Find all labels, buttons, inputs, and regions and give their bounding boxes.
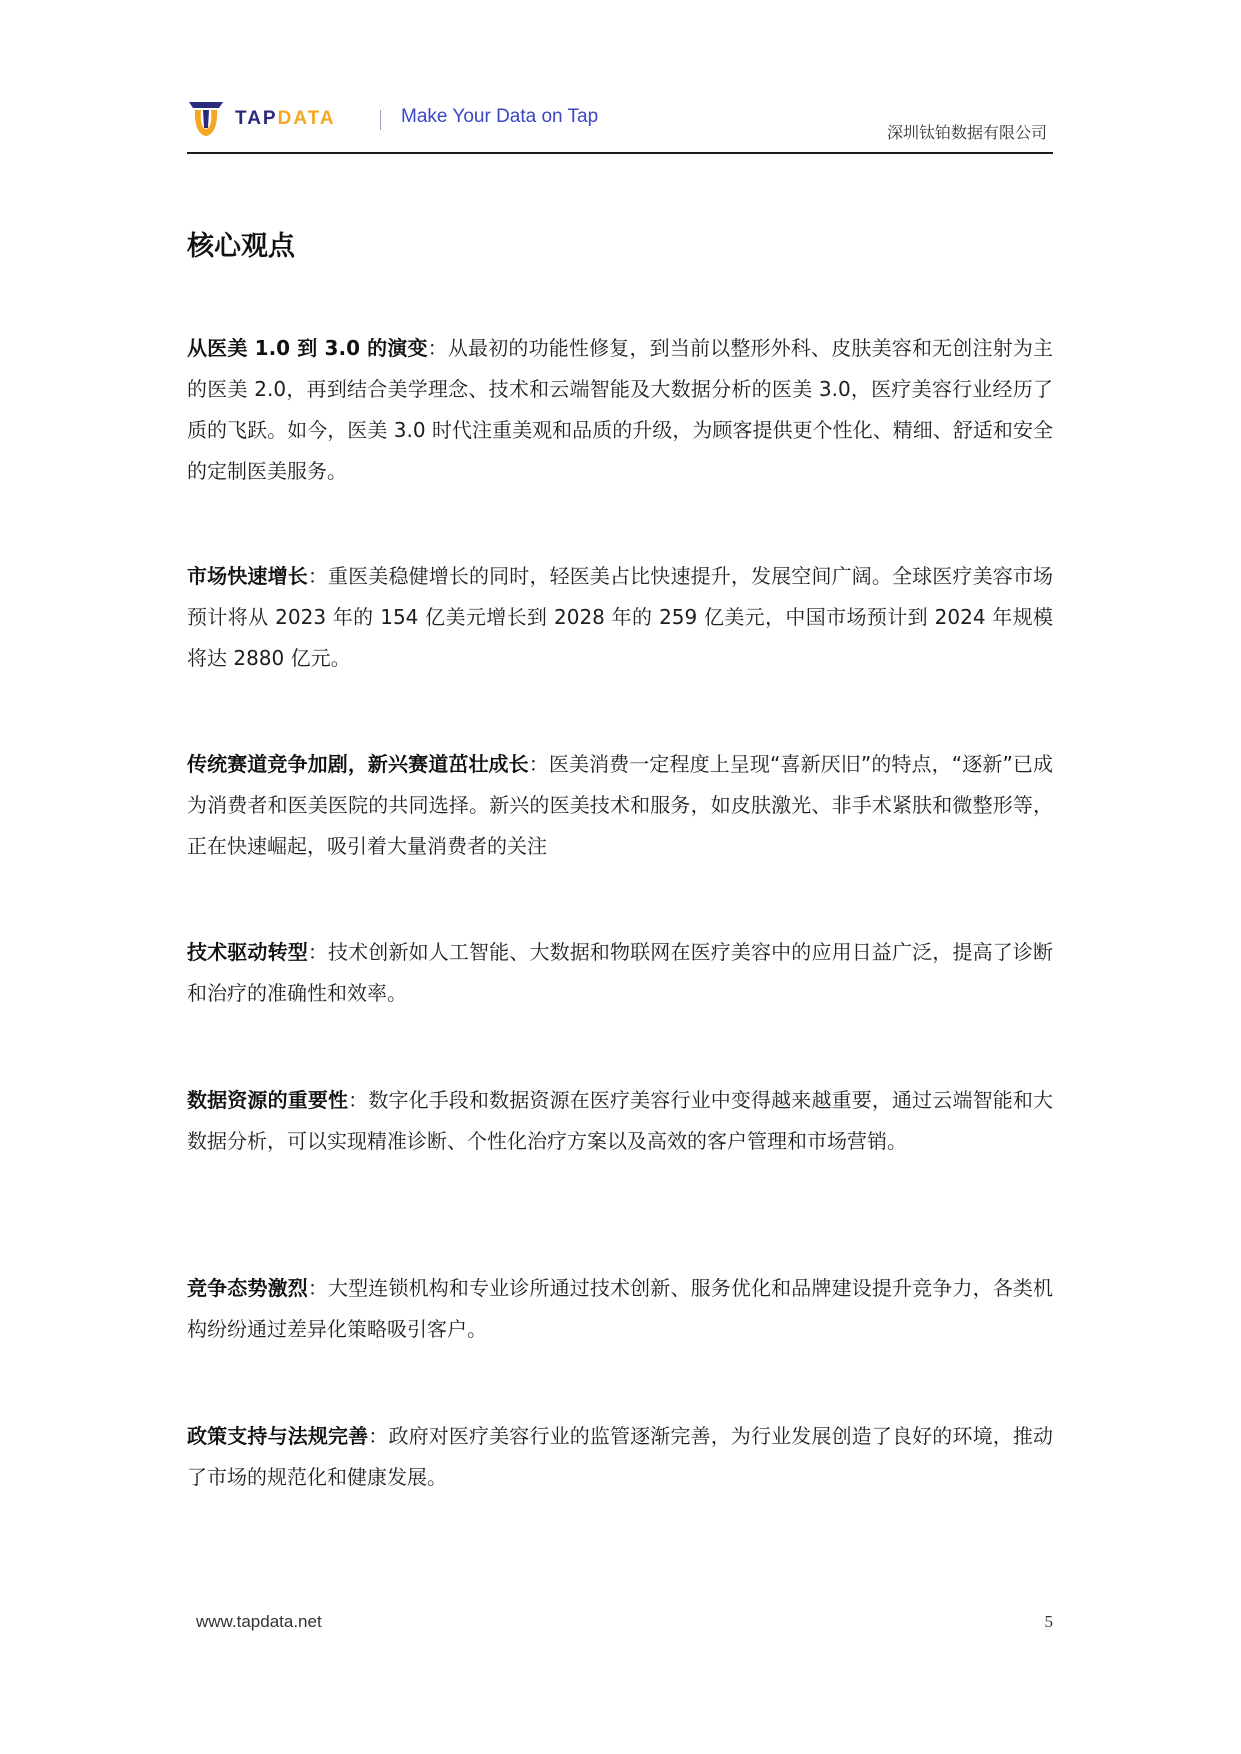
- key-point: [187, 1268, 1053, 1350]
- tapdata-logo: [187, 96, 336, 142]
- key-point-heading: 技术驱动转型: [187, 940, 308, 964]
- key-point: [187, 556, 1053, 679]
- key-point: [187, 744, 1053, 867]
- footer-website-link[interactable]: www.tapdata.net: [196, 1612, 322, 1631]
- header-divider: [380, 110, 381, 130]
- page-number: 5: [1044, 1612, 1053, 1631]
- key-point-heading: 竞争态势激烈: [187, 1276, 308, 1300]
- key-point-separator: ：: [307, 940, 329, 964]
- key-point: [187, 1416, 1053, 1498]
- header-slogan: Make Your Data on Tap: [401, 106, 599, 127]
- key-point: [187, 328, 1053, 492]
- key-point-heading: 从医美 1.0 到 3.0 的演变: [187, 336, 428, 360]
- key-point-body: 政府对医疗美容行业的监管逐渐完善，为行业发展创造了良好的环境，推动了市场的规范化和健康发展。: [187, 1424, 1054, 1489]
- key-point-heading: 数据资源的重要性: [187, 1088, 349, 1112]
- key-point-heading: 传统赛道竞争加剧，新兴赛道茁壮成长: [187, 752, 529, 776]
- key-point-heading: 市场快速增长: [187, 564, 308, 588]
- key-point-separator: ：: [348, 1088, 369, 1112]
- logo-wordmark-tap: TAP: [235, 108, 278, 129]
- key-point-heading: 政策支持与法规完善: [187, 1424, 369, 1448]
- key-point-body: 从最初的功能性修复，到当前以整形外科、皮肤美容和无创注射为主的医美 2.0，再到结合美学理念、技术和云端智能及大数据分析的医美 3.0，医疗美容行业经历了质的飞跃。如今，医美 3.0 时代注重美观和品质的升级，为顾客提供更个性化、精细、舒适和安全的定制医美服务。: [187, 336, 1054, 483]
- page-header: [187, 96, 1053, 154]
- page-title: 核心观点: [187, 231, 295, 262]
- key-point-body: 重医美稳健增长的同时，轻医美占比快速提升，发展空间广阔。全球医疗美容市场预计将从 2023 年的 154 亿美元增长到 2028 年的 259 亿美元，中国市场预计到 2024 年规模将达 2880 亿元。: [187, 564, 1054, 670]
- key-point-body: 数字化手段和数据资源在医疗美容行业中变得越来越重要，通过云端智能和大数据分析，可以实现精准诊断、个性化治疗方案以及高效的客户管理和市场营销。: [187, 1088, 1054, 1153]
- key-point-separator: ：: [427, 336, 448, 360]
- tapdata-logo-icon: [187, 98, 225, 140]
- key-point-separator: ：: [368, 1424, 389, 1448]
- logo-wordmark: [235, 108, 336, 130]
- key-point-separator: ：: [307, 1276, 329, 1300]
- key-point-separator: ：: [528, 752, 549, 776]
- key-point-body: 大型连锁机构和专业诊所通过技术创新、服务优化和品牌建设提升竞争力，各类机构纷纷通过差异化策略吸引客户。: [187, 1276, 1054, 1341]
- key-point-body: 技术创新如人工智能、大数据和物联网在医疗美容中的应用日益广泛，提高了诊断和治疗的准确性和效率。: [187, 940, 1054, 1005]
- key-point-body: 医美消费一定程度上呈现“喜新厌旧”的特点，“逐新”已成为消费者和医美医院的共同选择。新兴的医美技术和服务，如皮肤激光、非手术紧肤和微整形等，正在快速崛起，吸引着大量消费者的关注: [187, 752, 1054, 858]
- key-point: [187, 1080, 1053, 1162]
- logo-wordmark-data: DATA: [277, 108, 336, 129]
- key-point: [187, 932, 1053, 1014]
- company-name: 深圳钛铂数据有限公司: [886, 123, 1047, 142]
- key-point-separator: ：: [307, 564, 329, 588]
